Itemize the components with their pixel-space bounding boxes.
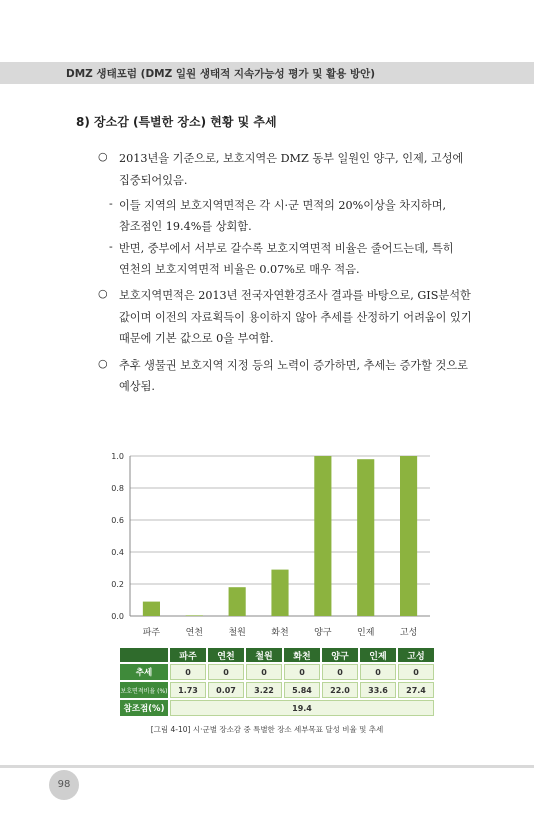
- bar: [186, 615, 203, 616]
- x-tick-label: 양구: [314, 628, 332, 638]
- running-header-title: DMZ 생태포럼 (DMZ 일원 생태적 지속가능성 평가 및 활용 방안): [66, 68, 376, 80]
- x-tick-label: 고성: [399, 628, 418, 638]
- table-cell: 0.07: [208, 682, 244, 698]
- y-tick-label: 1.0: [111, 452, 124, 461]
- section-title: 8) 장소감 (특별한 장소) 현황 및 추세: [76, 115, 277, 129]
- footer-line: [0, 765, 534, 768]
- bar: [143, 602, 160, 616]
- paragraph-line: 집중되어있음.: [119, 174, 188, 187]
- table-row-header: 보호면적비율 (%): [120, 682, 168, 698]
- bar-chart: [100, 448, 440, 644]
- circle-bullet: ○: [98, 287, 108, 300]
- page-number: 98: [49, 770, 79, 800]
- x-tick-label: 파주: [142, 628, 161, 638]
- dash-bullet: -: [109, 197, 113, 210]
- paragraph-line: 보호지역면적은 2013년 전국자연환경조사 결과를 바탕으로, GIS분석한: [119, 289, 471, 302]
- table-row: [120, 682, 434, 698]
- bar: [229, 587, 246, 616]
- table-column-header: 파주: [170, 648, 206, 662]
- y-tick-label: 0.2: [111, 580, 124, 589]
- table-cell: 22.0: [322, 682, 358, 698]
- table-row-header: 참조점(%): [120, 700, 168, 716]
- bar: [400, 456, 417, 616]
- table-column-header: 연천: [208, 648, 244, 662]
- dash-bullet: -: [109, 240, 113, 253]
- paragraph-line: 이들 지역의 보호지역면적은 각 시·군 면적의 20%이상을 차지하며,: [119, 199, 447, 212]
- table-cell: 0: [284, 664, 320, 680]
- paragraph-line: 예상됨.: [119, 380, 155, 393]
- x-tick-label: 인제: [357, 628, 375, 638]
- x-tick-label: 화천: [271, 628, 289, 638]
- x-tick-label: 철원: [228, 628, 246, 638]
- y-tick-label: 0.0: [111, 612, 124, 621]
- reference-value-cell: 19.4: [170, 700, 434, 716]
- table-cell: 1.73: [170, 682, 206, 698]
- figure-caption: [그림 4-10] 시·군별 장소감 중 특별한 장소 세부목표 달성 비율 및 추세: [150, 725, 384, 734]
- table-cell: 0: [322, 664, 358, 680]
- table-column-header: 인제: [360, 648, 396, 662]
- paragraph-line: 연천의 보호지역면적 비율은 0.07%로 매우 적음.: [119, 263, 360, 276]
- paragraph-line: 반면, 중부에서 서부로 갈수록 보호지역면적 비율은 줄어드는데, 특히: [119, 242, 454, 255]
- y-tick-label: 0.6: [111, 516, 124, 525]
- table-cell: 0: [360, 664, 396, 680]
- bar: [357, 459, 374, 616]
- table-cell: 0: [170, 664, 206, 680]
- circle-bullet: ○: [98, 357, 108, 370]
- table-column-header: 철원: [246, 648, 282, 662]
- table-row: [120, 700, 434, 716]
- table-corner-cell: [120, 648, 168, 662]
- data-table: [118, 646, 436, 718]
- table-column-header: 화천: [284, 648, 320, 662]
- table-cell: 3.22: [246, 682, 282, 698]
- table-cell: 0: [398, 664, 434, 680]
- paragraph-line: 때문에 기본 값으로 0을 부여함.: [119, 332, 274, 345]
- table-column-header: 고성: [398, 648, 434, 662]
- y-tick-label: 0.4: [111, 548, 124, 557]
- table-row: [120, 664, 434, 680]
- paragraph-line: 2013년을 기준으로, 보호지역은 DMZ 동부 일원인 양구, 인제, 고성에: [119, 152, 464, 165]
- table-cell: 0: [246, 664, 282, 680]
- table-cell: 0: [208, 664, 244, 680]
- table-header-row: [120, 648, 434, 662]
- table-cell: 27.4: [398, 682, 434, 698]
- table-column-header: 양구: [322, 648, 358, 662]
- x-tick-label: 연천: [185, 628, 203, 638]
- paragraph-line: 추후 생물권 보호지역 지정 등의 노력이 증가하면, 추세는 증가할 것으로: [119, 359, 468, 372]
- bar: [314, 456, 331, 616]
- paragraph-line: 값이며 이전의 자료획득이 용이하지 않아 추세를 산정하기 어려움이 있기: [119, 311, 472, 324]
- y-tick-label: 0.8: [111, 484, 124, 493]
- table-cell: 5.84: [284, 682, 320, 698]
- paragraph-line: 참조점인 19.4%를 상회함.: [119, 220, 252, 233]
- circle-bullet: ○: [98, 150, 108, 163]
- table-cell: 33.6: [360, 682, 396, 698]
- bar: [271, 570, 288, 616]
- table-row-header: 추세: [120, 664, 168, 680]
